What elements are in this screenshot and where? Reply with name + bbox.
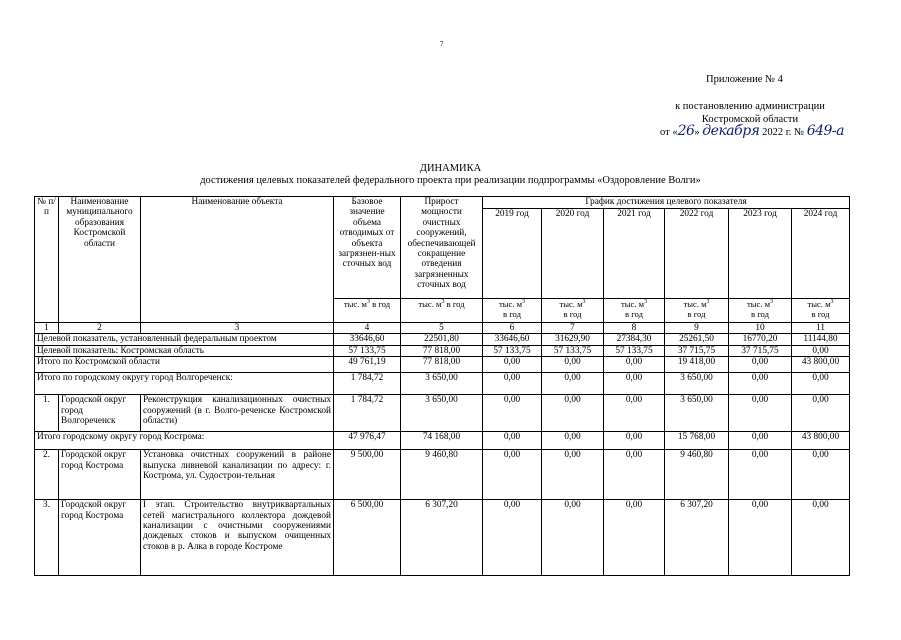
- value-cell: 3 650,00: [401, 373, 483, 395]
- indicators-table: [34, 196, 850, 576]
- document-number-handwritten: 649-а: [806, 123, 845, 139]
- value-cell: 11144,80: [792, 334, 850, 345]
- unit-2020: [542, 299, 604, 323]
- unit-sup: 3: [644, 299, 648, 306]
- value-cell: 0,00: [729, 395, 792, 432]
- value-cell: 3 650,00: [665, 395, 729, 432]
- header-year-2023: 2023 год: [729, 209, 792, 299]
- value-cell: 3 650,00: [401, 395, 483, 432]
- header-growth: Прирост мощности очистных сооружений, обеспечивающей сокращение отведения загрязненных сточных вод: [401, 197, 483, 299]
- date-year: 2022 г. №: [759, 127, 807, 138]
- value-cell: 16770,20: [729, 334, 792, 345]
- unit-line-2: в год: [687, 309, 706, 320]
- value-cell: 43 800,00: [792, 432, 850, 450]
- value-cell: 1 784,72: [334, 373, 401, 395]
- value-cell: 77 818,00: [401, 357, 483, 373]
- resolution-date-line: [660, 123, 844, 139]
- header-num: № п/п: [35, 197, 59, 323]
- value-cell: 0,00: [542, 395, 604, 432]
- value-cell: 0,00: [792, 345, 850, 356]
- value-cell: 47 976,47: [334, 432, 401, 450]
- row-label: Целевой показатель, установленный федеральным проектом: [35, 334, 334, 345]
- document-title: [0, 163, 901, 187]
- value-cell: 0,00: [792, 450, 850, 500]
- resolution-line-2: Костромской области: [701, 113, 799, 125]
- table-row: [35, 450, 850, 500]
- column-number: 5: [401, 323, 483, 334]
- header-schedule: График достижения целевого показателя: [483, 197, 850, 209]
- unit-line-1: тыс. м: [559, 299, 583, 309]
- value-cell: 0,00: [542, 500, 604, 576]
- value-cell: 0,00: [604, 373, 665, 395]
- value-cell: 0,00: [792, 500, 850, 576]
- value-cell: 6 307,20: [665, 500, 729, 576]
- value-cell: 0,00: [729, 373, 792, 395]
- date-separator: »: [694, 127, 703, 138]
- unit-2024: [792, 299, 850, 323]
- unit-line-2: в год: [811, 309, 830, 320]
- value-cell: 0,00: [729, 500, 792, 576]
- row-object: Реконструкция канализационных очистных сооружений (в г. Волго-реченске Костромской области): [141, 395, 334, 432]
- value-cell: 0,00: [483, 432, 542, 450]
- header-year-2019: 2019 год: [483, 209, 542, 299]
- value-cell: 0,00: [483, 450, 542, 500]
- header-base: Базовое значение объема отводимых от объекта загрязнен-ных сточных вод: [334, 197, 401, 299]
- unit-2021: [604, 299, 665, 323]
- value-cell: 37 715,75: [729, 345, 792, 356]
- value-cell: 27384,30: [604, 334, 665, 345]
- unit-line-1: тыс. м: [746, 299, 771, 309]
- value-cell: 0,00: [483, 373, 542, 395]
- unit-line-1: тыс. м: [498, 299, 523, 309]
- value-cell: 0,00: [604, 432, 665, 450]
- row-municipality: Городской округ город Кострома: [59, 450, 141, 500]
- value-cell: 0,00: [792, 373, 850, 395]
- column-number: 11: [792, 323, 850, 334]
- unit-growth: [401, 299, 483, 323]
- unit-line-2: в год: [625, 309, 643, 320]
- unit-2023: [729, 299, 792, 323]
- unit-line-1: тыс. м: [620, 299, 645, 309]
- column-number: 2: [59, 323, 141, 334]
- value-cell: 0,00: [729, 357, 792, 373]
- value-cell: 9 460,80: [401, 450, 483, 500]
- row-municipality: Городской округ город Волгореченск: [59, 395, 141, 432]
- value-cell: 15 768,00: [665, 432, 729, 450]
- column-number: 1: [35, 323, 59, 334]
- value-cell: 0,00: [604, 500, 665, 576]
- table-row: [35, 432, 850, 450]
- resolution-line-1: к постановлению администрации: [675, 101, 825, 112]
- value-cell: 22501,80: [401, 334, 483, 345]
- table-row: [35, 334, 850, 345]
- value-cell: 0,00: [604, 357, 665, 373]
- column-number: 3: [141, 323, 334, 334]
- value-cell: 0,00: [729, 450, 792, 500]
- unit-suffix: в год: [444, 299, 465, 309]
- unit-line-2: в год: [503, 309, 521, 320]
- row-number: 2.: [35, 450, 59, 500]
- unit-sup: 3: [367, 299, 370, 306]
- unit-line-1: тыс. м: [683, 299, 707, 309]
- value-cell: 49 761,19: [334, 357, 401, 373]
- row-label: Итого по городскому округу город Волгореченск:: [35, 373, 334, 395]
- row-label: Итого городскому округу город Кострома:: [35, 432, 334, 450]
- unit-sup: 3: [582, 299, 586, 306]
- column-number: 8: [604, 323, 665, 334]
- value-cell: 57 133,75: [483, 345, 542, 356]
- header-year-2024: 2024 год: [792, 209, 850, 299]
- column-number: 10: [729, 323, 792, 334]
- value-cell: 0,00: [483, 395, 542, 432]
- unit-sup: 3: [706, 299, 710, 306]
- unit-line-2: в год: [563, 309, 582, 320]
- title-line-1: ДИНАМИКА: [419, 163, 482, 174]
- header-municipality: Наименование муниципального образования Костромской области: [59, 197, 141, 323]
- header-year-2021: 2021 год: [604, 209, 665, 299]
- value-cell: 57 133,75: [542, 345, 604, 356]
- table-row: [35, 395, 850, 432]
- unit-sup: 3: [830, 299, 834, 306]
- row-label: Целевой показатель: Костромская область: [35, 345, 334, 356]
- value-cell: 0,00: [604, 395, 665, 432]
- header-year-2022: 2022 год: [665, 209, 729, 299]
- unit-line-1: тыс. м: [807, 299, 831, 309]
- value-cell: 0,00: [542, 450, 604, 500]
- unit-suffix: в год: [370, 299, 391, 309]
- unit-2022: [665, 299, 729, 323]
- value-cell: 31629,90: [542, 334, 604, 345]
- value-cell: 0,00: [542, 432, 604, 450]
- page-number: 7: [440, 40, 444, 48]
- unit-line-2: в год: [751, 309, 769, 320]
- value-cell: 57 133,75: [604, 345, 665, 356]
- unit-prefix: тыс. м: [418, 299, 442, 309]
- value-cell: 74 168,00: [401, 432, 483, 450]
- row-number: 3.: [35, 500, 59, 576]
- value-cell: 19 418,00: [665, 357, 729, 373]
- unit-sup: 3: [770, 299, 774, 306]
- unit-base: [334, 299, 401, 323]
- header-year-2020: 2020 год: [542, 209, 604, 299]
- header-object: Наименование объекта: [141, 197, 334, 323]
- value-cell: 9 500,00: [334, 450, 401, 500]
- row-object: Установка очистных сооружений в районе выпуска ливневой канализации по адресу: г. Кострома, ул. Судострои-тельная: [141, 450, 334, 500]
- row-municipality: Городской округ город Кострома: [59, 500, 141, 576]
- appendix-label: Приложение № 4: [706, 74, 783, 85]
- value-cell: 0,00: [604, 450, 665, 500]
- value-cell: 9 460,80: [665, 450, 729, 500]
- value-cell: 0,00: [483, 500, 542, 576]
- value-cell: 0,00: [542, 373, 604, 395]
- value-cell: 0,00: [792, 395, 850, 432]
- date-month-handwritten: декабря: [702, 123, 760, 139]
- row-number: 1.: [35, 395, 59, 432]
- value-cell: 6 307,20: [401, 500, 483, 576]
- title-line-2: достижения целевых показателей федерального проекта при реализации подпрограммы «Оздоровление Волги»: [200, 175, 701, 186]
- column-number: 6: [483, 323, 542, 334]
- value-cell: 6 500,00: [334, 500, 401, 576]
- value-cell: 0,00: [483, 357, 542, 373]
- value-cell: 57 133,75: [334, 345, 401, 356]
- column-number: 7: [542, 323, 604, 334]
- value-cell: 3 650,00: [665, 373, 729, 395]
- value-cell: 77 818,00: [401, 345, 483, 356]
- table-row: [35, 500, 850, 576]
- unit-2019: [483, 299, 542, 323]
- value-cell: 37 715,75: [665, 345, 729, 356]
- value-cell: 1 784,72: [334, 395, 401, 432]
- value-cell: 0,00: [729, 432, 792, 450]
- value-cell: 33646,60: [483, 334, 542, 345]
- value-cell: 33646,60: [334, 334, 401, 345]
- date-day-handwritten: 26: [677, 123, 695, 139]
- unit-sup: 3: [522, 299, 526, 306]
- value-cell: 43 800,00: [792, 357, 850, 373]
- table-row: [35, 345, 850, 356]
- unit-sup: 3: [441, 299, 445, 306]
- value-cell: 25261,50: [665, 334, 729, 345]
- value-cell: 0,00: [542, 357, 604, 373]
- table-row: [35, 357, 850, 373]
- table-row: [35, 373, 850, 395]
- column-number: 4: [334, 323, 401, 334]
- row-label: Итого по Костромской области: [35, 357, 334, 373]
- unit-prefix: тыс. м: [343, 299, 367, 309]
- row-object: I этап. Строительство внутриквартальных сетей магистрального коллектора дождевой канализации с очистными сооружениями дождевых стоков и выпуском очищенных стоков в р. Алка в городе Костроме: [141, 500, 334, 576]
- column-number: 9: [665, 323, 729, 334]
- date-prefix: от «: [660, 127, 678, 138]
